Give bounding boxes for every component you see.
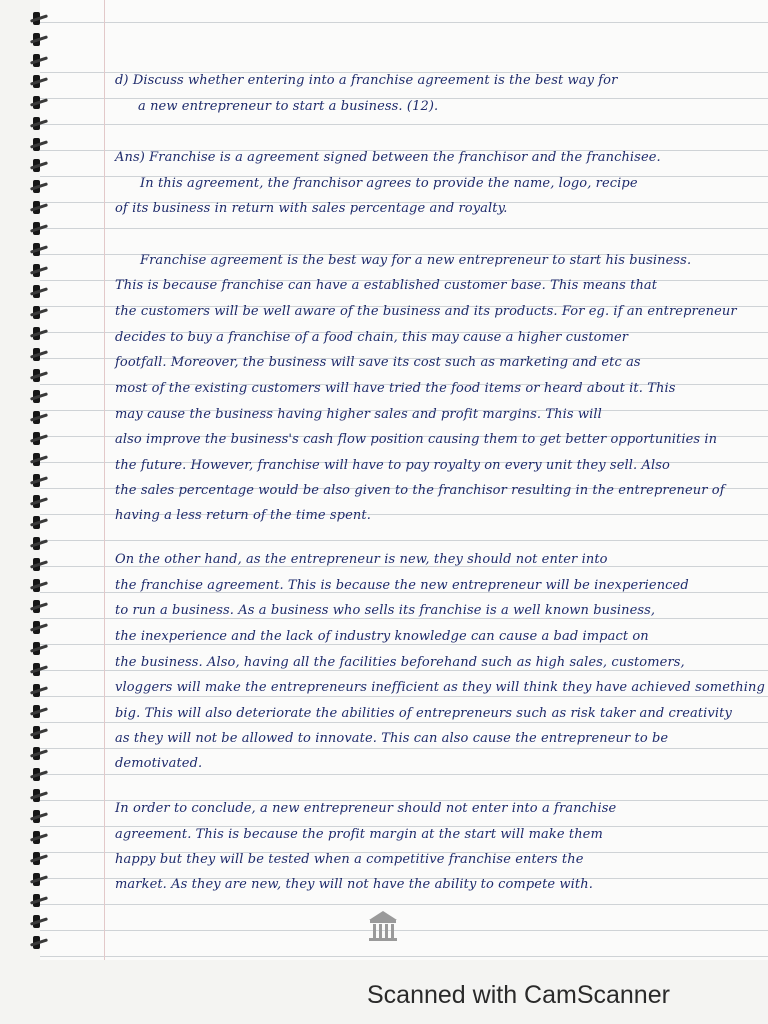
para1-line: decides to buy a franchise of a food chain, this may cause a higher customer: [115, 330, 629, 345]
para3-line: market. As they are new, they will not have the ability to compete with.: [115, 877, 593, 892]
para3-line: In order to conclude, a new entrepreneur should not enter into a franchise: [115, 801, 617, 816]
question-line-2: a new entrepreneur to start a business. (12).: [138, 99, 439, 114]
para2-line: vloggers will make the entrepreneurs inefficient as they will think they have achieved something: [115, 680, 765, 695]
para1-line: having a less return of the time spent.: [115, 508, 371, 523]
para2-line: the business. Also, having all the facilities beforehand such as high sales, customers,: [115, 655, 685, 670]
spiral-binding: [0, 0, 48, 960]
notebook-page: [40, 0, 768, 960]
para1-line: This is because franchise can have a established customer base. This means that: [115, 278, 658, 293]
para1-line: the future. However, franchise will have to pay royalty on every unit they sell. Also: [115, 458, 670, 473]
para2-line: demotivated.: [115, 756, 203, 771]
camscanner-logo-icon: [365, 908, 401, 942]
para1-line: the sales percentage would be also given to the franchisor resulting in the entrepreneur of: [115, 483, 725, 498]
camscanner-watermark: Scanned with CamScanner: [367, 981, 670, 1009]
para1-line: the customers will be well aware of the business and its products. For eg. if an entrepreneur: [115, 304, 737, 319]
margin-line: [104, 0, 105, 960]
answer-intro-line: of its business in return with sales percentage and royalty.: [115, 201, 508, 216]
para2-line: the inexperience and the lack of industry knowledge can cause a bad impact on: [115, 629, 649, 644]
para2-line: the franchise agreement. This is because the new entrepreneur will be inexperienced: [115, 578, 689, 593]
question-line-1: d) Discuss whether entering into a franchise agreement is the best way for: [115, 73, 618, 88]
answer-intro-line: Ans) Franchise is a agreement signed between the franchisor and the franchisee.: [115, 150, 661, 165]
para2-line: On the other hand, as the entrepreneur is new, they should not enter into: [115, 552, 608, 567]
para3-line: agreement. This is because the profit margin at the start will make them: [115, 827, 603, 842]
para3-line: happy but they will be tested when a competitive franchise enters the: [115, 852, 584, 867]
para1-line: may cause the business having higher sales and profit margins. This will: [115, 407, 602, 422]
para2-line: as they will not be allowed to innovate. This can also cause the entrepreneur to be: [115, 731, 669, 746]
para1-line: most of the existing customers will have tried the food items or heard about it. This: [115, 381, 676, 396]
para1-line: footfall. Moreover, the business will save its cost such as marketing and etc as: [115, 355, 641, 370]
para2-line: to run a business. As a business who sells its franchise is a well known business,: [115, 603, 656, 618]
para2-line: big. This will also deteriorate the abilities of entrepreneurs such as risk taker and creativity: [115, 706, 732, 721]
para1-line: Franchise agreement is the best way for a new entrepreneur to start his business.: [140, 253, 692, 268]
answer-intro-line: In this agreement, the franchisor agrees to provide the name, logo, recipe: [140, 176, 638, 191]
para1-line: also improve the business's cash flow position causing them to get better opportunities in: [115, 432, 718, 447]
